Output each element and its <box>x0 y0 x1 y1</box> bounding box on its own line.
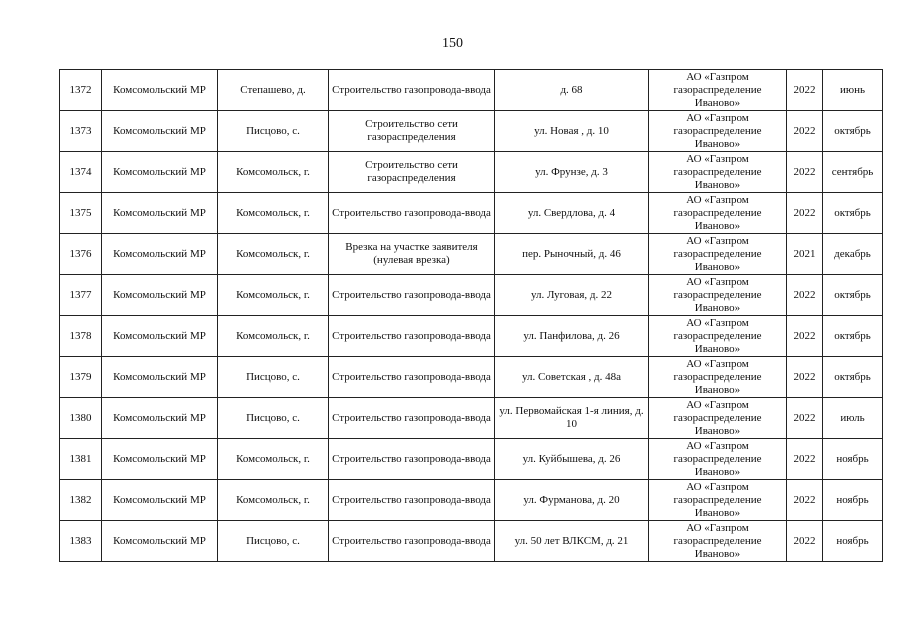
district-cell: Комсомольский МР <box>102 439 218 480</box>
work-type-cell: Строительство сети газораспределения <box>329 152 495 193</box>
organization-cell: АО «Газпром газораспределение Иваново» <box>649 398 787 439</box>
row-number-cell: 1373 <box>60 111 102 152</box>
month-cell: июль <box>823 398 883 439</box>
settlement-cell: Комсомольск, г. <box>218 316 329 357</box>
month-cell: октябрь <box>823 316 883 357</box>
month-cell: октябрь <box>823 275 883 316</box>
year-cell: 2022 <box>787 275 823 316</box>
table-body <box>60 70 883 562</box>
year-cell: 2022 <box>787 439 823 480</box>
settlement-cell: Писцово, с. <box>218 521 329 562</box>
table-row <box>60 193 883 234</box>
address-cell: д. 68 <box>495 70 649 111</box>
settlement-cell: Комсомольск, г. <box>218 275 329 316</box>
address-cell: ул. Фурманова, д. 20 <box>495 480 649 521</box>
settlement-cell: Писцово, с. <box>218 398 329 439</box>
organization-cell: АО «Газпром газораспределение Иваново» <box>649 521 787 562</box>
district-cell: Комсомольский МР <box>102 521 218 562</box>
month-cell: июнь <box>823 70 883 111</box>
table-row <box>60 357 883 398</box>
row-number-cell: 1375 <box>60 193 102 234</box>
organization-cell: АО «Газпром газораспределение Иваново» <box>649 70 787 111</box>
organization-cell: АО «Газпром газораспределение Иваново» <box>649 111 787 152</box>
organization-cell: АО «Газпром газораспределение Иваново» <box>649 480 787 521</box>
row-number-cell: 1381 <box>60 439 102 480</box>
work-type-cell: Строительство газопровода-ввода <box>329 275 495 316</box>
table-row <box>60 152 883 193</box>
year-cell: 2022 <box>787 111 823 152</box>
organization-cell: АО «Газпром газораспределение Иваново» <box>649 357 787 398</box>
row-number-cell: 1379 <box>60 357 102 398</box>
table-row <box>60 439 883 480</box>
row-number-cell: 1372 <box>60 70 102 111</box>
work-type-cell: Строительство газопровода-ввода <box>329 357 495 398</box>
month-cell: октябрь <box>823 193 883 234</box>
settlement-cell: Степашево, д. <box>218 70 329 111</box>
year-cell: 2022 <box>787 70 823 111</box>
organization-cell: АО «Газпром газораспределение Иваново» <box>649 439 787 480</box>
work-type-cell: Строительство газопровода-ввода <box>329 521 495 562</box>
year-cell: 2022 <box>787 521 823 562</box>
settlement-cell: Комсомольск, г. <box>218 439 329 480</box>
year-cell: 2022 <box>787 316 823 357</box>
settlement-cell: Комсомольск, г. <box>218 480 329 521</box>
address-cell: ул. Луговая, д. 22 <box>495 275 649 316</box>
work-type-cell: Врезка на участке заявителя (нулевая врезка) <box>329 234 495 275</box>
district-cell: Комсомольский МР <box>102 357 218 398</box>
settlement-cell: Комсомольск, г. <box>218 193 329 234</box>
year-cell: 2022 <box>787 193 823 234</box>
address-cell: ул. Первомайская 1-я линия, д. 10 <box>495 398 649 439</box>
district-cell: Комсомольский МР <box>102 193 218 234</box>
month-cell: декабрь <box>823 234 883 275</box>
year-cell: 2022 <box>787 152 823 193</box>
row-number-cell: 1376 <box>60 234 102 275</box>
year-cell: 2022 <box>787 480 823 521</box>
row-number-cell: 1380 <box>60 398 102 439</box>
page-number: 150 <box>442 36 463 51</box>
address-cell: ул. Свердлова, д. 4 <box>495 193 649 234</box>
row-number-cell: 1377 <box>60 275 102 316</box>
district-cell: Комсомольский МР <box>102 70 218 111</box>
table-row <box>60 316 883 357</box>
month-cell: ноябрь <box>823 439 883 480</box>
address-cell: пер. Рыночный, д. 46 <box>495 234 649 275</box>
settlement-cell: Комсомольск, г. <box>218 152 329 193</box>
district-cell: Комсомольский МР <box>102 111 218 152</box>
work-type-cell: Строительство газопровода-ввода <box>329 70 495 111</box>
organization-cell: АО «Газпром газораспределение Иваново» <box>649 193 787 234</box>
settlement-cell: Писцово, с. <box>218 357 329 398</box>
year-cell: 2022 <box>787 398 823 439</box>
table-row <box>60 275 883 316</box>
work-type-cell: Строительство газопровода-ввода <box>329 316 495 357</box>
district-cell: Комсомольский МР <box>102 152 218 193</box>
district-cell: Комсомольский МР <box>102 316 218 357</box>
address-cell: ул. 50 лет ВЛКСМ, д. 21 <box>495 521 649 562</box>
row-number-cell: 1374 <box>60 152 102 193</box>
row-number-cell: 1378 <box>60 316 102 357</box>
month-cell: октябрь <box>823 111 883 152</box>
settlement-cell: Комсомольск, г. <box>218 234 329 275</box>
work-type-cell: Строительство газопровода-ввода <box>329 480 495 521</box>
year-cell: 2021 <box>787 234 823 275</box>
district-cell: Комсомольский МР <box>102 234 218 275</box>
row-number-cell: 1382 <box>60 480 102 521</box>
address-cell: ул. Новая , д. 10 <box>495 111 649 152</box>
table-row <box>60 234 883 275</box>
table-row <box>60 70 883 111</box>
address-cell: ул. Куйбышева, д. 26 <box>495 439 649 480</box>
month-cell: октябрь <box>823 357 883 398</box>
district-cell: Комсомольский МР <box>102 398 218 439</box>
address-cell: ул. Советская , д. 48а <box>495 357 649 398</box>
table-row <box>60 111 883 152</box>
row-number-cell: 1383 <box>60 521 102 562</box>
table-row <box>60 480 883 521</box>
month-cell: ноябрь <box>823 521 883 562</box>
address-cell: ул. Фрунзе, д. 3 <box>495 152 649 193</box>
address-cell: ул. Панфилова, д. 26 <box>495 316 649 357</box>
work-type-cell: Строительство газопровода-ввода <box>329 398 495 439</box>
district-cell: Комсомольский МР <box>102 275 218 316</box>
table-row <box>60 521 883 562</box>
work-type-cell: Строительство газопровода-ввода <box>329 439 495 480</box>
work-type-cell: Строительство сети газораспределения <box>329 111 495 152</box>
work-type-cell: Строительство газопровода-ввода <box>329 193 495 234</box>
settlement-cell: Писцово, с. <box>218 111 329 152</box>
month-cell: сентябрь <box>823 152 883 193</box>
district-cell: Комсомольский МР <box>102 480 218 521</box>
gasification-table <box>59 69 883 562</box>
year-cell: 2022 <box>787 357 823 398</box>
month-cell: ноябрь <box>823 480 883 521</box>
organization-cell: АО «Газпром газораспределение Иваново» <box>649 316 787 357</box>
table-row <box>60 398 883 439</box>
organization-cell: АО «Газпром газораспределение Иваново» <box>649 275 787 316</box>
organization-cell: АО «Газпром газораспределение Иваново» <box>649 152 787 193</box>
organization-cell: АО «Газпром газораспределение Иваново» <box>649 234 787 275</box>
